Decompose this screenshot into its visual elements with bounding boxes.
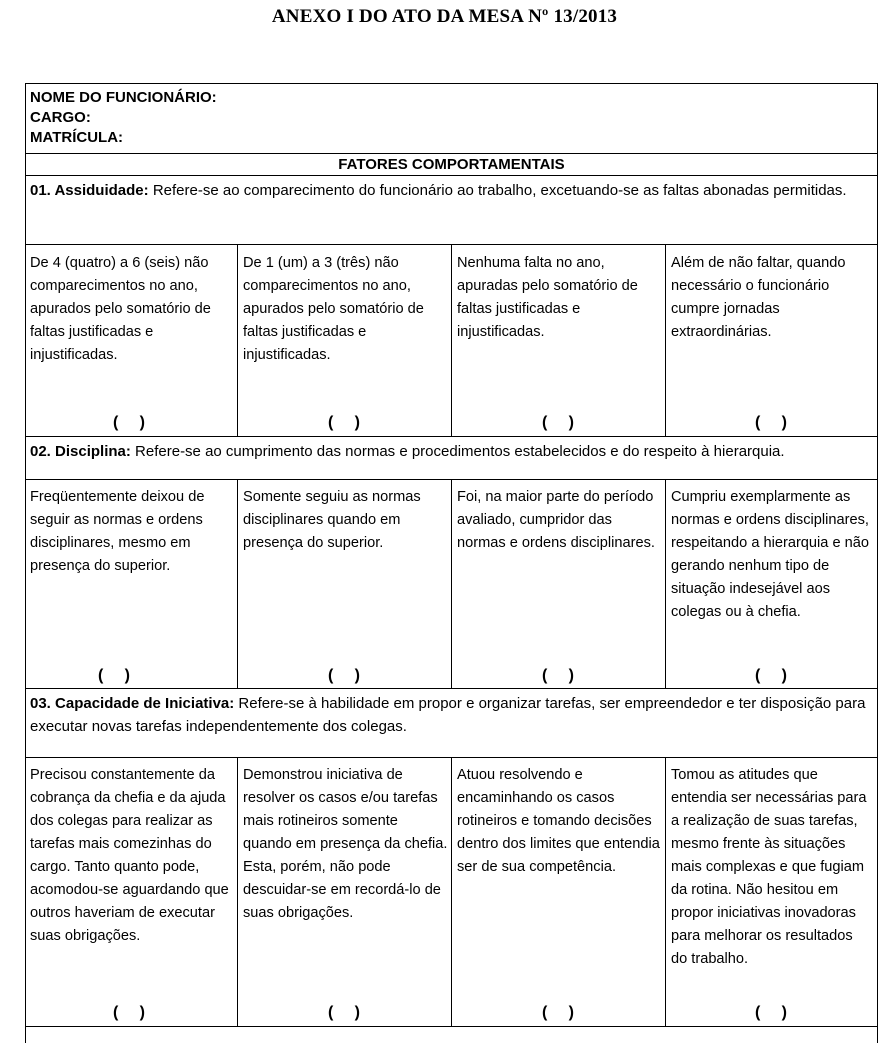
column-divider <box>665 757 666 1027</box>
factor-title: 02. Disciplina: <box>30 443 131 460</box>
option-text: Freqüentemente deixou de seguir as normas e ordens disciplinares, mesmo em presença do superior. <box>30 489 205 574</box>
option-text: Foi, na maior parte do período avaliado, cumpridor das normas e ordens disciplinares. <box>457 489 655 551</box>
column-divider <box>451 757 452 1027</box>
factor-text: Refere-se à habilidade em propor e organizar tarefas, ser empreendedor e ter disposição para executar novas tarefas independentemente dos colegas. <box>30 695 866 735</box>
option-checkbox[interactable]: ( ) <box>542 667 576 684</box>
option-checkbox[interactable]: ( ) <box>328 1004 362 1021</box>
option-checkbox[interactable]: ( ) <box>113 1004 147 1021</box>
column-divider <box>665 479 666 688</box>
factor-assiduidade-description <box>30 179 869 202</box>
option-checkbox[interactable]: ( ) <box>542 414 576 431</box>
divider <box>26 1026 877 1027</box>
option-checkbox[interactable]: ( ) <box>755 667 789 684</box>
option-text: Cumpriu exemplarmente as normas e ordens disciplinares, respeitando a hierarquia e não gerando nenhum tipo de situação indesejável aos colegas ou à chefia. <box>671 489 869 620</box>
divider <box>26 436 877 437</box>
factor-disciplina-description <box>30 440 869 463</box>
divider <box>26 153 877 154</box>
column-divider <box>237 479 238 688</box>
factor-iniciativa-description <box>30 692 869 738</box>
factor-title: 01. Assiduidade: <box>30 182 149 199</box>
registration-label: MATRÍCULA: <box>30 129 124 146</box>
divider <box>26 688 877 689</box>
option-text: Atuou resolvendo e encaminhando os casos rotineiros e tomando decisões dentro dos limites que entendia ser de sua competência. <box>457 767 660 875</box>
option-text: De 1 (um) a 3 (três) não comparecimentos no ano, apurados pelo somatório de faltas justificadas e injustificadas. <box>243 255 424 363</box>
document-title: ANEXO I DO ATO DA MESA Nº 13/2013 <box>271 6 618 27</box>
option-text: Além de não faltar, quando necessário o funcionário cumpre jornadas extraordinárias. <box>671 255 846 340</box>
column-divider <box>237 757 238 1027</box>
section-title: FATORES COMPORTAMENTAIS <box>338 156 565 173</box>
role-label: CARGO: <box>30 109 91 126</box>
evaluation-form <box>25 83 878 1043</box>
divider <box>26 175 877 176</box>
option-checkbox[interactable]: ( ) <box>755 414 789 431</box>
option-text: Demonstrou iniciativa de resolver os casos e/ou tarefas mais rotineiros somente quando em presença da chefia. Esta, porém, não pode descuidar-se em recordá-lo de suas obrigações. <box>243 767 448 921</box>
option-checkbox[interactable]: ( ) <box>542 1004 576 1021</box>
option-text: Precisou constantemente da cobrança da chefia e da ajuda dos colegas para realizar as tarefas mais comezinhas do cargo. Tanto quanto pode, acomodou-se aguardando que outros haveriam de executar suas obrigações. <box>30 767 229 944</box>
option-checkbox[interactable]: ( ) <box>113 414 147 431</box>
option-text: Nenhuma falta no ano, apuradas pelo somatório de faltas justificadas e injustificadas. <box>457 255 638 340</box>
column-divider <box>665 244 666 436</box>
column-divider <box>451 479 452 688</box>
option-checkbox[interactable]: ( ) <box>98 667 132 684</box>
option-checkbox[interactable]: ( ) <box>755 1004 789 1021</box>
factor-text: Refere-se ao cumprimento das normas e procedimentos estabelecidos e do respeito à hierarquia. <box>130 443 785 460</box>
option-checkbox[interactable]: ( ) <box>328 414 362 431</box>
option-checkbox[interactable]: ( ) <box>328 667 362 684</box>
option-text: Tomou as atitudes que entendia ser necessárias para a realização de suas tarefas, mesmo frente às situações mais complexas e que fugiam da rotina. Não hesitou em propor iniciativas inovadoras para melhorar os resultados do trabalho. <box>671 767 867 967</box>
column-divider <box>237 244 238 436</box>
factor-title: 03. Capacidade de Iniciativa: <box>30 695 235 712</box>
employee-name-label: NOME DO FUNCIONÁRIO: <box>30 89 217 106</box>
factor-text: Refere-se ao comparecimento do funcionário ao trabalho, excetuando-se as faltas abonadas permitidas. <box>148 182 847 199</box>
option-text: Somente seguiu as normas disciplinares quando em presença do superior. <box>243 489 421 551</box>
column-divider <box>451 244 452 436</box>
option-text: De 4 (quatro) a 6 (seis) não comparecimentos no ano, apurados pelo somatório de faltas justificadas e injustificadas. <box>30 255 211 363</box>
